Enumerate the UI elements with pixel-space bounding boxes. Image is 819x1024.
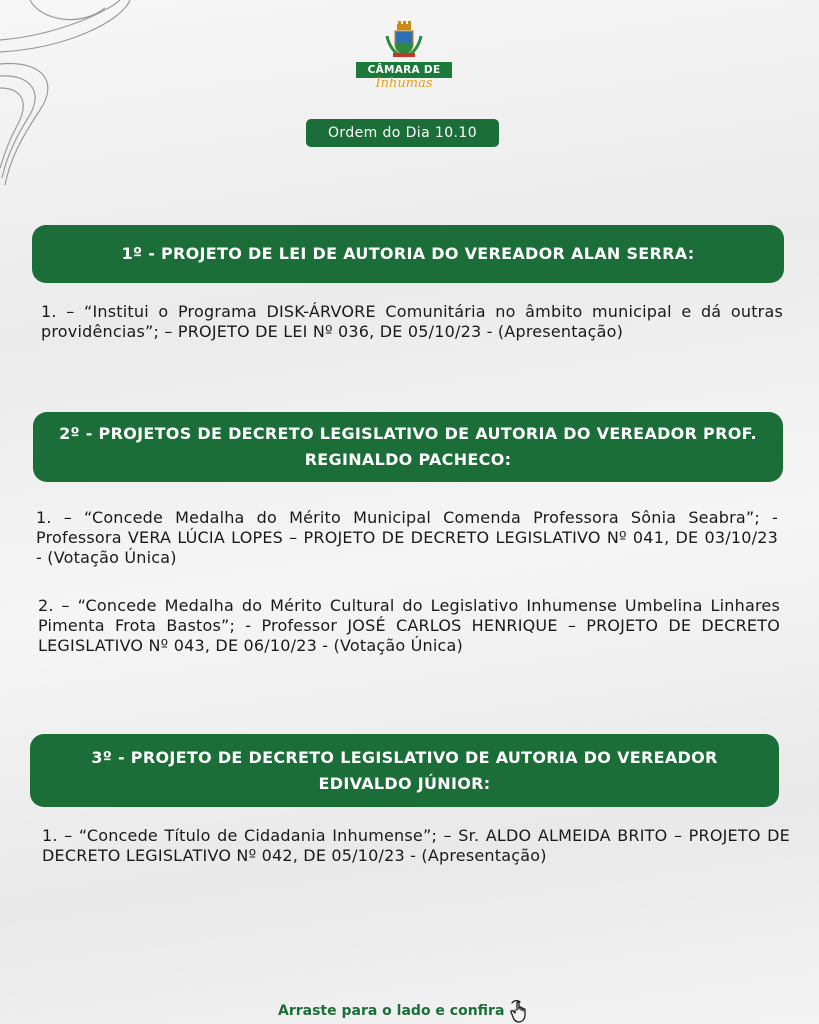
swipe-hand-icon: [508, 998, 532, 1024]
agenda-item: 1. – “Concede Medalha do Mérito Municipal Comenda Professora Sônia Seabra”; - Professora VERA LÚCIA LOPES – PROJETO DE DECRETO LEGISLATIVO Nº 041, DE 03/10/23 - (Votação Única): [36, 508, 778, 567]
chamber-logo: [354, 20, 454, 100]
agenda-item: 2. – “Concede Medalha do Mérito Cultural do Legislativo Inhumense Umbelina Linhares Pimenta Frota Bastos”; - Professor JOSÉ CARLOS HENRIQUE – PROJETO DE DECRETO LEGISLATIVO Nº 043, DE 06/10/23 - (Votação Única): [38, 596, 780, 655]
section-header-line: REGINALDO PACHECO:: [304, 450, 512, 469]
swipe-hint[interactable]: [278, 998, 532, 1024]
section-header-line: 3º - PROJETO DE DECRETO LEGISLATIVO DE AUTORIA DO VEREADOR: [91, 747, 718, 767]
section-header-1: [32, 225, 784, 283]
agenda-item: 1. – “Institui o Programa DISK-ÁRVORE Comunitária no âmbito municipal e dá outras providências”; – PROJETO DE LEI Nº 036, DE 05/10/23 - (Apresentação): [41, 302, 783, 341]
logo-script-name: Inhumas: [375, 76, 433, 91]
section-header-line: 1º - PROJETO DE LEI DE AUTORIA DO VEREADOR ALAN SERRA:: [121, 244, 695, 263]
swipe-hint-text: Arraste para o lado e confira: [278, 1003, 505, 1019]
logo-title: CÂMARA DE: [356, 62, 452, 78]
decorative-wave-lines: [0, 0, 140, 190]
section-header-line: 2º - PROJETOS DE DECRETO LEGISLATIVO DE AUTORIA DO VEREADOR PROF.: [59, 424, 757, 443]
section-header-3: [30, 734, 779, 807]
section-header-line: EDIVALDO JÚNIOR:: [318, 773, 491, 793]
section-header-2: [33, 412, 783, 482]
coat-of-arms-icon: [384, 20, 424, 60]
agenda-item: 1. – “Concede Título de Cidadania Inhumense”; – Sr. ALDO ALMEIDA BRITO – PROJETO DE DECRETO LEGISLATIVO Nº 042, DE 05/10/23 - (Apresentação): [42, 826, 790, 865]
agenda-date-badge: Ordem do Dia 10.10: [306, 119, 499, 147]
